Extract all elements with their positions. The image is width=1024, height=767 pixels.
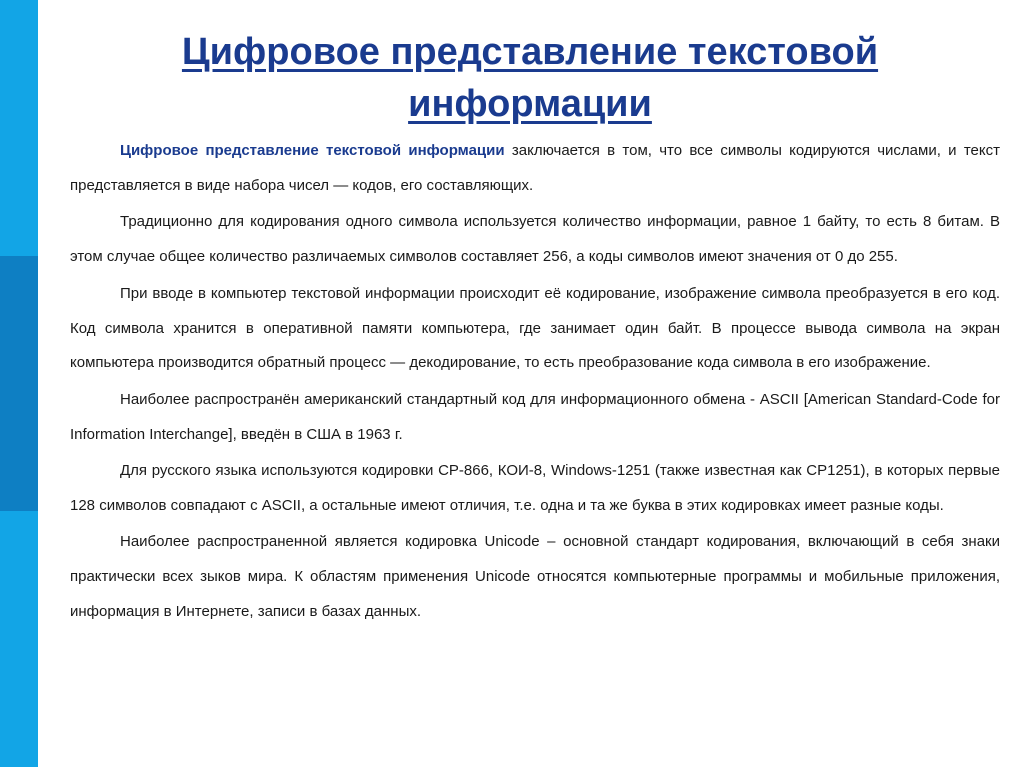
paragraph-3-text: При вводе в компьютер текстовой информации происходит её кодирование, изображение символа преобразуется в его код. Код символа хранится в оперативной памяти компьютера, где занимает один байт. В процессе вывода символа на экран компьютера производится обратный процесс — декодирование, то есть преобразование кода символа в его изображение. <box>70 284 1000 372</box>
left-bar-accent-block <box>0 256 38 511</box>
paragraph-4 <box>70 383 1000 453</box>
paragraph-5 <box>70 454 1000 524</box>
slide-title: Цифровое представление текстовой информации <box>181 31 879 125</box>
paragraph-1-highlight: Цифровое представление текстовой информации <box>120 142 505 159</box>
paragraph-1-text: заключается в том, что все символы кодируются числами, и текст представляется в виде набора чисел — кодов, его составляющих. <box>70 142 1001 194</box>
paragraph-5-text: Для русского языка используются кодировки CP-866, КОИ-8, Windows-1251 (также известная как CP1251), в которых первые 128 символов совпадают с ASCII, а остальные имеют отличия, т.е. одна и та же буква в этих кодировках имеет разные коды. <box>70 462 1000 515</box>
paragraph-2 <box>70 205 1000 275</box>
paragraph-4-text: Наиболее распространён американский стандартный код для информационного обмена - ASCII [American Standard-Code for Information Interchange], введён в США в 1963 г. <box>70 390 1000 443</box>
paragraph-1 <box>70 134 1000 204</box>
slide-body <box>70 134 1000 632</box>
paragraph-6 <box>70 525 1000 630</box>
paragraph-2-text: Традиционно для кодирования одного символа используется количество информации, равное 1 байту, то есть 8 битам. В этом случае общее количество различаемых символов составляет 256, а коды символов имеют значения от 0 до 255. <box>70 213 1000 266</box>
paragraph-3 <box>70 277 1000 382</box>
paragraph-6-text: Наиболее распространенной является кодировка Unicode – основной стандарт кодирования, включающий в себя знаки практически всех зыков мира. К областям применения Unicode относятся компьютерные программы и мобильные приложения, информация в Интернете, записи в базах данных. <box>70 533 1000 621</box>
